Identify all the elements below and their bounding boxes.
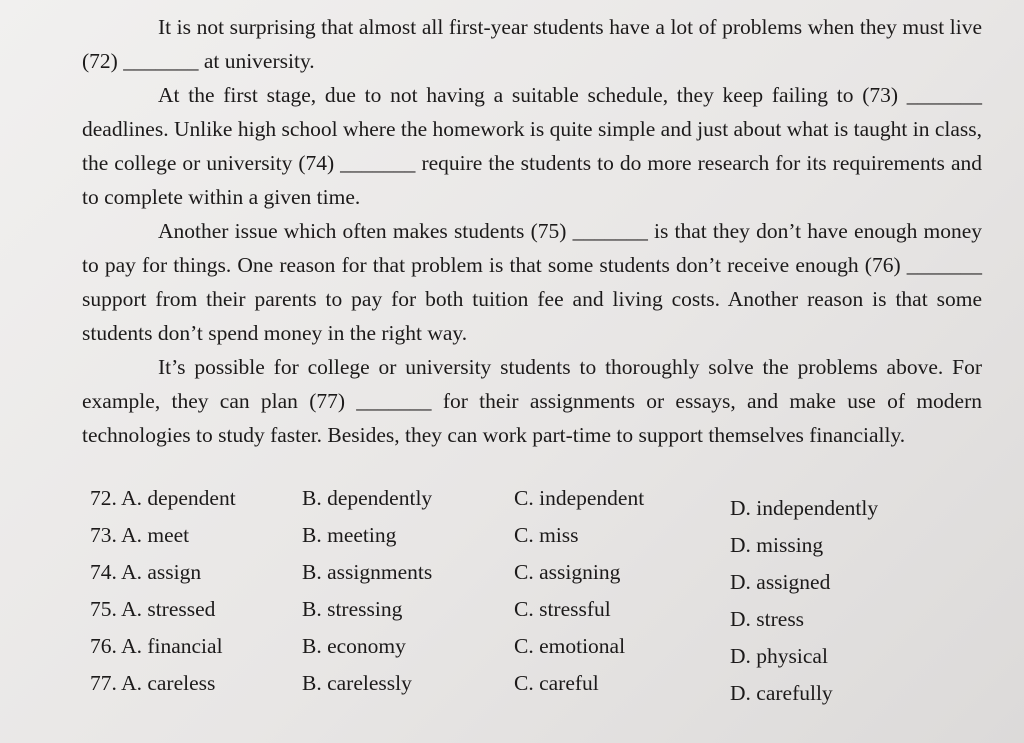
option-73-b: B. meeting — [302, 523, 397, 547]
option-76-c: C. emotional — [514, 634, 626, 658]
option-72-d: D. independently — [730, 496, 879, 520]
option-77-d: D. carefully — [730, 681, 833, 705]
option-77-a: 77. A. careless — [90, 671, 216, 695]
option-75-a: 75. A. stressed — [90, 597, 216, 621]
option-76-a: 76. A. financial — [90, 634, 223, 658]
question-row-74 — [90, 560, 990, 597]
option-72-c: C. independent — [514, 486, 645, 510]
question-row-76 — [90, 634, 990, 671]
passage-paragraph-4: It’s possible for college or university students to thoroughly solve the problems above. For example, they can plan (77) _______ for their assignments or essays, and make use of modern technologies to study faster. Besides, they can work part-time to support themselves financially. — [82, 355, 982, 447]
reading-passage — [82, 10, 982, 452]
option-75-c: C. stressful — [514, 597, 611, 621]
option-74-a: 74. A. assign — [90, 560, 202, 584]
passage-paragraph-1: It is not surprising that almost all first-year students have a lot of problems when they must live (72) _______ at university. — [82, 15, 982, 73]
option-76-d: D. physical — [730, 644, 828, 668]
option-73-d: D. missing — [730, 533, 824, 557]
option-73-c: C. miss — [514, 523, 579, 547]
option-73-a: 73. A. meet — [90, 523, 190, 547]
option-76-b: B. economy — [302, 634, 406, 658]
option-75-d: D. stress — [730, 607, 805, 631]
answer-options — [90, 486, 990, 708]
option-77-c: C. careful — [514, 671, 599, 695]
option-72-a: 72. A. dependent — [90, 486, 236, 510]
question-row-75 — [90, 597, 990, 634]
option-74-d: D. assigned — [730, 570, 831, 594]
question-row-72 — [90, 486, 990, 523]
option-75-b: B. stressing — [302, 597, 403, 621]
option-77-b: B. carelessly — [302, 671, 412, 695]
passage-paragraph-3: Another issue which often makes students (75) _______ is that they don’t have enough money to pay for things. One reason for that problem is that some students don’t receive enough (76) _______ support from their parents to pay for both tuition fee and living costs. Another reason is that some students don’t spend money in the right way. — [82, 219, 982, 345]
option-72-b: B. dependently — [302, 486, 433, 510]
question-row-73 — [90, 523, 990, 560]
question-row-77 — [90, 671, 990, 708]
option-74-b: B. assignments — [302, 560, 433, 584]
passage-paragraph-2: At the first stage, due to not having a suitable schedule, they keep failing to (73) _______ deadlines. Unlike high school where the homework is quite simple and just about what is taught in class, the college or university (74) _______ require the students to do more research for its requirements and to complete within a given time. — [82, 83, 982, 209]
option-74-c: C. assigning — [514, 560, 621, 584]
